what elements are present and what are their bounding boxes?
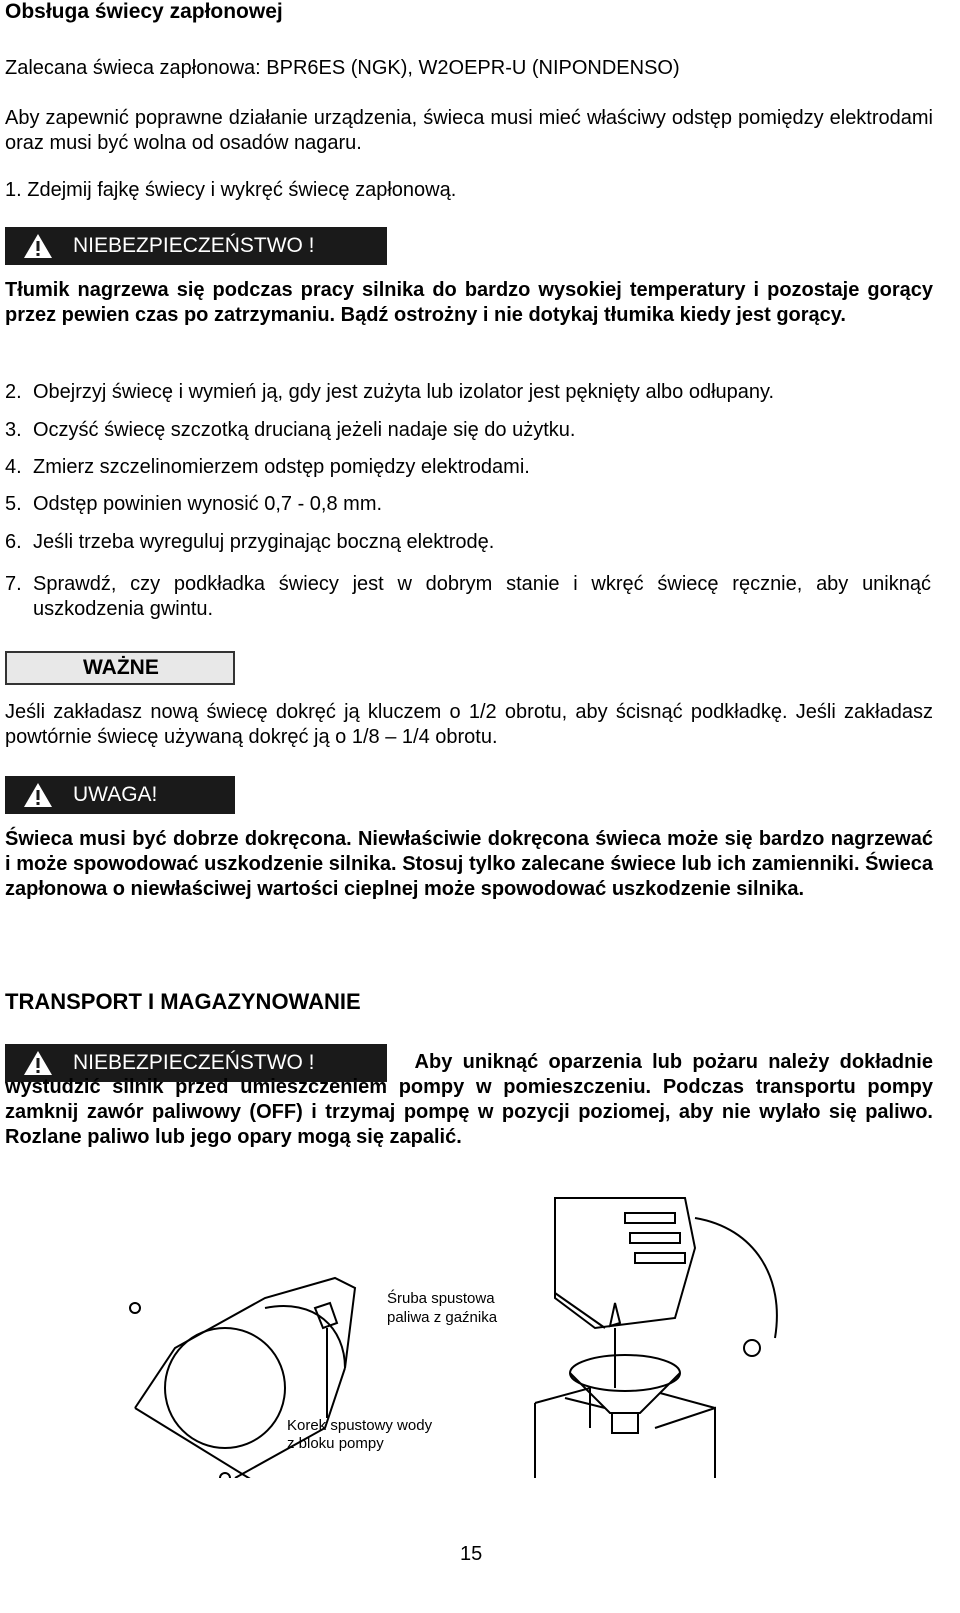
warning-banner [5,776,235,814]
step-text: Zmierz szczelinomierzem odstęp pomiędzy elektrodami. [33,456,530,478]
danger-text: Tłumik nagrzewa się podczas pracy silnika do bardzo wysokiej temperatury i pozostaje gorący przez pewien czas po zatrzymaniu. Bądź ostrożny i nie dotykaj tłumika kiedy jest gorący. [5,279,933,326]
step-number: 7. [5,573,22,595]
section-title: Obsługa świecy zapłonowej [5,0,283,23]
step-text: Odstęp powinien wynosić 0,7 - 0,8 mm. [33,493,383,515]
important-text: Jeśli zakładasz nową świecę dokręć ją kluczem o 1/2 obrotu, aby ścisnąć podkładkę. Jeśli zakładasz powtórnie świecę używaną dokręć ją o 1/8 – 1/4 obrotu. [5,701,933,748]
important-box [5,651,235,685]
step-number: 2. [5,381,22,403]
step-number: 3. [5,419,22,441]
list-item [5,530,933,555]
warning-triangle-icon [23,233,53,259]
step-number: 5. [5,493,22,515]
danger-label: NIEBEZPIECZEŃSTWO ! [73,1051,315,1074]
drain-illustration [115,1188,795,1478]
important-label: WAŻNE [83,656,159,679]
transport-title: TRANSPORT I MAGAZYNOWANIE [5,989,361,1014]
page-number: 15 [460,1543,483,1565]
label-fuel-drain-screw-2: paliwa z gaźnika [387,1309,498,1326]
label-fuel-drain-screw-1: Śruba spustowa [387,1290,495,1307]
label-water-drain-plug-2: z bloku pompy [287,1435,384,1452]
list-item [5,572,933,622]
warning-triangle-icon [23,782,53,808]
warning-text: Świeca musi być dobrze dokręcona. Niewłaściwie dokręcona świeca może się bardzo nagrzewać i może spowodować uszkodzenie silnika. Stosuj tylko zalecane świece lub ich zamienniki. Świeca zapłonowa o niewłaściwej wartości cieplnej może spowodować uszkodzenie silnika. [5,828,933,900]
list-item [5,492,933,517]
danger-label: NIEBEZPIECZEŃSTWO ! [73,234,315,257]
intro-paragraph: Aby zapewnić poprawne działanie urządzenia, świeca musi mieć właściwy odstęp pomiędzy elektrodami oraz musi być wolna od osadów nagaru. [5,107,933,154]
step-number: 4. [5,456,22,478]
list-item [5,380,933,405]
danger-banner [5,227,387,265]
step-1: 1. Zdejmij fajkę świecy i wykręć świecę zapłonową. [5,179,457,201]
step-text: Sprawdź, czy podkładka świecy jest w dobrym stanie i wkręć świecę ręcznie, aby uniknąć uszkodzenia gwintu. [33,573,931,620]
list-item [5,418,933,443]
transport-text [5,1046,933,1150]
step-text: Oczyść świecę szczotką drucianą jeżeli nadaje się do użytku. [33,419,576,441]
banner-spacer [5,1046,405,1068]
label-water-drain-plug-1: Korek spustowy wody [287,1417,433,1434]
step-text: Obejrzyj świecę i wymień ją, gdy jest zużyta lub izolator jest pęknięty albo odłupany. [33,381,775,403]
list-item [5,455,933,480]
step-text: Jeśli trzeba wyreguluj przyginając boczną elektrodę. [33,531,495,553]
warning-label: UWAGA! [73,783,158,806]
step-number: 6. [5,531,22,553]
recommended-plug: Zalecana świeca zapłonowa: BPR6ES (NGK), W2OEPR-U (NIPONDENSO) [5,57,680,79]
transport-text-body: Aby uniknąć oparzenia lub pożaru należy dokładnie wystudzić silnik przed umieszczeniem pompy w pomieszczeniu. Podczas transportu pompy zamknij zawór paliwowy (OFF) i trzymaj pompę w pozycji poziomej, aby nie wylało się paliwo. Rozlane paliwo lub jego opary mogą się zapalić. [5,1051,933,1148]
